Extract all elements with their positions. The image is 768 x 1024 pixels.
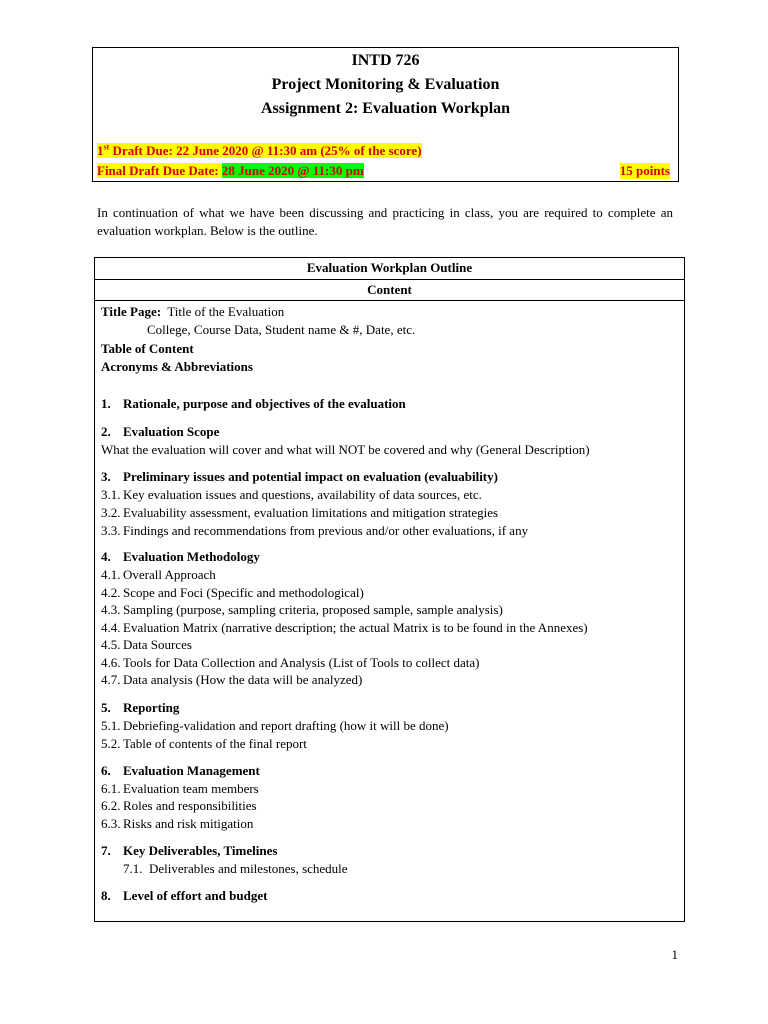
section-3-heading bbox=[101, 468, 498, 485]
item-text: Findings and recommendations from previous and/or other evaluations, if any bbox=[123, 523, 529, 538]
item-text: Scope and Foci (Specific and methodological) bbox=[123, 585, 364, 600]
item-number: 5.1. bbox=[101, 718, 121, 733]
item-text: Overall Approach bbox=[123, 567, 216, 582]
item-number: 4.2. bbox=[101, 585, 121, 600]
item-number: 6.3. bbox=[101, 816, 121, 831]
section-6-title: Evaluation Management bbox=[123, 763, 260, 778]
title-page-details: College, Course Data, Student name & #, Date, etc. bbox=[147, 322, 416, 337]
list-item bbox=[101, 584, 364, 601]
course-title: Project Monitoring & Evaluation bbox=[271, 76, 500, 93]
section-7-heading bbox=[101, 842, 277, 859]
section-3-title: Preliminary issues and potential impact on evaluation (evaluability) bbox=[123, 469, 498, 484]
section-2-number: 2. bbox=[101, 424, 111, 439]
workplan-outline-table bbox=[94, 257, 685, 922]
section-3-number: 3. bbox=[101, 469, 111, 484]
section-1-number: 1. bbox=[101, 396, 111, 411]
item-text: Deliverables and milestones, schedule bbox=[149, 861, 348, 876]
section-5-title: Reporting bbox=[123, 700, 180, 715]
first-draft-due bbox=[97, 143, 422, 159]
section-1-heading bbox=[101, 395, 406, 412]
item-text: Debriefing-validation and report drafting (how it will be done) bbox=[123, 718, 449, 733]
list-item bbox=[101, 619, 588, 636]
points-badge: 15 points bbox=[619, 163, 670, 178]
section-2-heading bbox=[101, 423, 219, 440]
list-item bbox=[101, 735, 307, 752]
section-8-heading bbox=[101, 887, 267, 904]
item-number: 4.7. bbox=[101, 672, 121, 687]
section-2-description: What the evaluation will cover and what will NOT be covered and why (General Description) bbox=[101, 442, 590, 457]
section-8-number: 8. bbox=[101, 888, 111, 903]
item-text: Evaluation Matrix (narrative description; the actual Matrix is to be found in the Annexes) bbox=[123, 620, 588, 635]
course-code: INTD 726 bbox=[351, 52, 420, 69]
first-draft-text: Draft Due: 22 June 2020 @ 11:30 am (25% of the score) bbox=[109, 143, 422, 158]
item-text: Data Sources bbox=[123, 637, 192, 652]
section-7-number: 7. bbox=[101, 843, 111, 858]
item-text: Evaluation team members bbox=[123, 781, 259, 796]
section-8-title: Level of effort and budget bbox=[123, 888, 268, 903]
final-draft-label: Final Draft Due Date: bbox=[97, 163, 222, 178]
list-item bbox=[101, 486, 482, 503]
section-2-title: Evaluation Scope bbox=[123, 424, 220, 439]
list-item bbox=[123, 860, 348, 877]
intro-paragraph: In continuation of what we have been discussing and practicing in class, you are required to complete an evaluation workplan. Below is the outline. bbox=[97, 205, 673, 238]
item-number: 3.1. bbox=[101, 487, 121, 502]
item-number: 4.4. bbox=[101, 620, 121, 635]
item-text: Key evaluation issues and questions, availability of data sources, etc. bbox=[123, 487, 482, 502]
section-5-number: 5. bbox=[101, 700, 111, 715]
item-number: 5.2. bbox=[101, 736, 121, 751]
section-4-heading bbox=[101, 548, 260, 565]
list-item bbox=[101, 815, 253, 832]
item-number: 6.2. bbox=[101, 798, 121, 813]
item-number: 6.1. bbox=[101, 781, 121, 796]
list-item bbox=[101, 780, 259, 797]
outline-table-title: Evaluation Workplan Outline bbox=[95, 260, 684, 280]
title-page-label: Title Page: bbox=[101, 304, 162, 319]
section-6-heading bbox=[101, 762, 260, 779]
item-text: Tools for Data Collection and Analysis (List of Tools to collect data) bbox=[123, 655, 480, 670]
list-item bbox=[101, 636, 192, 653]
item-number: 4.6. bbox=[101, 655, 121, 670]
final-draft-due bbox=[97, 163, 674, 179]
item-text: Risks and risk mitigation bbox=[123, 816, 254, 831]
list-item bbox=[101, 522, 528, 539]
item-text: Roles and responsibilities bbox=[123, 798, 257, 813]
title-page-value: Title of the Evaluation bbox=[167, 304, 285, 319]
section-5-heading bbox=[101, 699, 179, 716]
list-item bbox=[101, 717, 449, 734]
item-number: 3.3. bbox=[101, 523, 121, 538]
section-6-number: 6. bbox=[101, 763, 111, 778]
page-number: 1 bbox=[671, 947, 678, 962]
final-draft-date: 28 June 2020 @ 11:30 pm bbox=[221, 163, 364, 178]
item-number: 3.2. bbox=[101, 505, 121, 520]
item-text: Sampling (purpose, sampling criteria, proposed sample, sample analysis) bbox=[123, 602, 503, 617]
list-item bbox=[101, 654, 479, 671]
list-item bbox=[101, 797, 257, 814]
acronyms-abbreviations: Acronyms & Abbreviations bbox=[101, 359, 253, 374]
item-text: Data analysis (How the data will be analyzed) bbox=[123, 672, 363, 687]
section-4-number: 4. bbox=[101, 549, 111, 564]
item-number: 4.1. bbox=[101, 567, 121, 582]
table-of-content: Table of Content bbox=[101, 341, 194, 356]
outline-table-subtitle: Content bbox=[95, 280, 684, 301]
first-draft-ordinal-suffix: st bbox=[103, 142, 110, 152]
assignment-title: Assignment 2: Evaluation Workplan bbox=[260, 100, 511, 117]
item-text: Table of contents of the final report bbox=[123, 736, 307, 751]
list-item bbox=[101, 671, 362, 688]
section-7-title: Key Deliverables, Timelines bbox=[123, 843, 278, 858]
list-item bbox=[101, 601, 503, 618]
list-item bbox=[101, 566, 216, 583]
item-number: 4.5. bbox=[101, 637, 121, 652]
section-1-title: Rationale, purpose and objectives of the evaluation bbox=[123, 396, 406, 411]
item-number: 4.3. bbox=[101, 602, 121, 617]
item-number: 7.1. bbox=[123, 861, 143, 876]
assignment-header-box bbox=[92, 47, 679, 182]
list-item bbox=[101, 504, 498, 521]
title-page-line bbox=[101, 303, 284, 320]
item-text: Evaluability assessment, evaluation limitations and mitigation strategies bbox=[123, 505, 499, 520]
section-4-title: Evaluation Methodology bbox=[123, 549, 260, 564]
first-draft-ordinal: 1 bbox=[97, 143, 104, 158]
